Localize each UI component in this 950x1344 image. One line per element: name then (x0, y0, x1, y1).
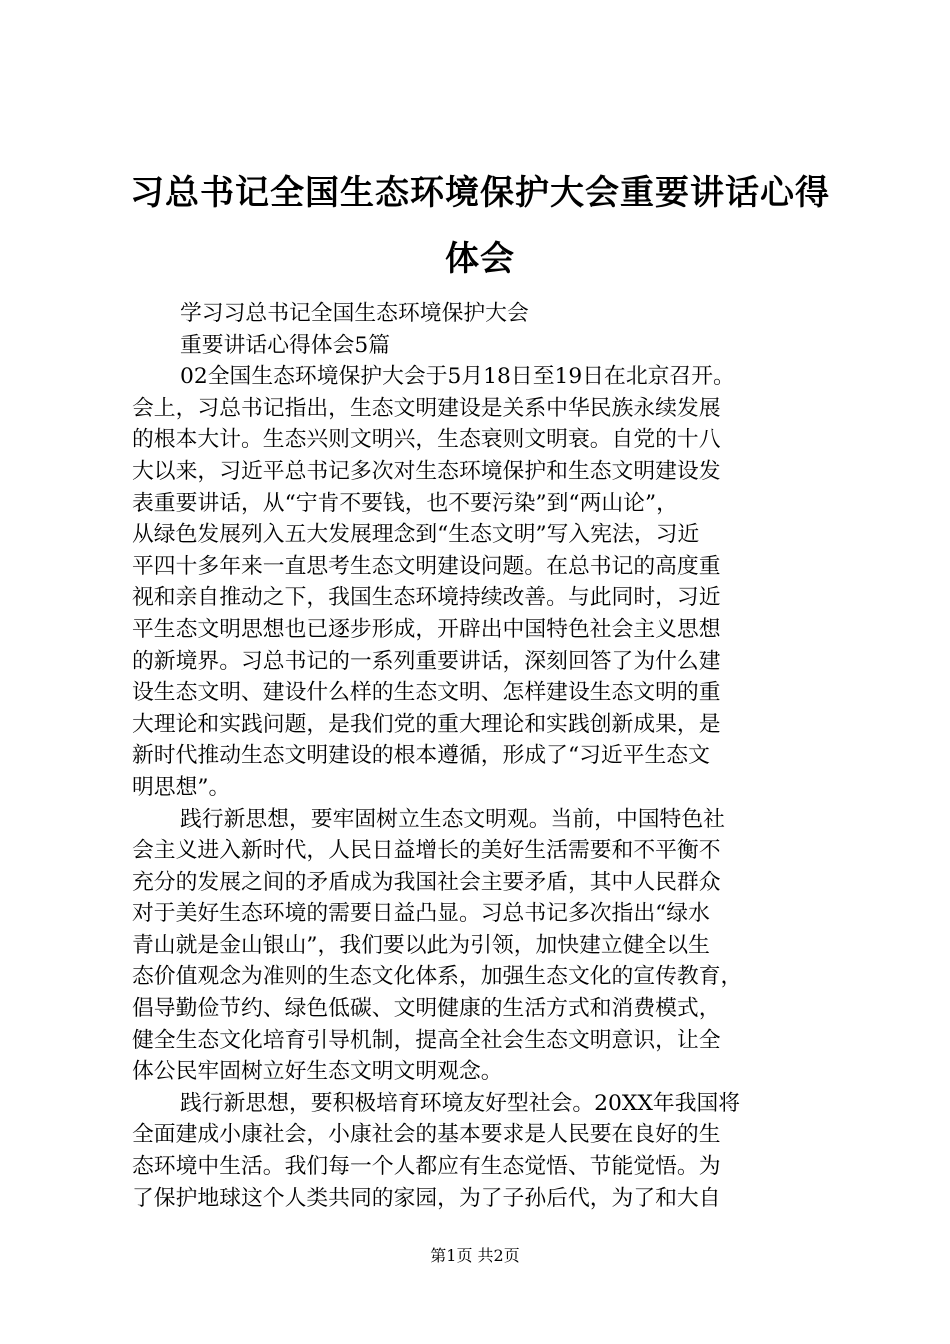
body-line: 重要讲话心得体会5篇 (180, 332, 391, 358)
body-line: 平四十多年来一直思考生态文明建设问题。在总书记的高度重 (132, 553, 721, 579)
document-title (120, 160, 840, 292)
body-line: 充分的发展之间的矛盾成为我国社会主要矛盾，其中人民群众 (132, 869, 721, 895)
body-line: 02全国生态环境保护大会于5月18日至19日在北京召开。 (180, 364, 735, 390)
body-line: 学习习总书记全国生态环境保护大会 (180, 301, 529, 326)
body-line: 大以来，习近平总书记多次对生态环境保护和生态文明建设发 (132, 458, 721, 484)
body-line: 青山就是金山银山”，我们要以此为引领，加快建立健全以生 (132, 932, 710, 958)
body-line: 会主义进入新时代，人民日益增长的美好生活需要和不平衡不 (132, 838, 721, 864)
document-body (132, 298, 838, 1214)
body-line: 会上，习总书记指出，生态文明建设是关系中华民族永续发展 (132, 395, 721, 421)
body-line: 倡导勤俭节约、绿色低碳、文明健康的生活方式和消费模式， (132, 996, 721, 1022)
body-line: 体公民牢固树立好生态文明文明观念。 (132, 1059, 503, 1085)
body-line: 表重要讲话，从“宁肯不要钱，也不要污染”到“两山论”， (132, 490, 678, 516)
body-line: 从绿色发展列入五大发展理念到“生态文明”写入宪法，习近 (132, 522, 700, 548)
body-line: 践行新思想，要牢固树立生态文明观。当前，中国特色社 (180, 806, 725, 832)
body-line: 全面建成小康社会，小康社会的基本要求是人民要在良好的生 (132, 1122, 721, 1148)
title-line-1: 习总书记全国生态环境保护大会重要讲话心得 (130, 173, 830, 213)
page-footer: 第1页 共2页 (430, 1246, 520, 1265)
body-line: 践行新思想，要积极培育环境友好型社会。20XX年我国将 (180, 1090, 741, 1116)
title-line-2: 体会 (445, 239, 515, 279)
body-line: 健全生态文化培育引导机制，提高全社会生态文明意识，让全 (132, 1027, 721, 1053)
body-line: 设生态文明、建设什么样的生态文明、怎样建设生态文明的重 (132, 680, 721, 706)
body-line: 平生态文明思想也已逐步形成，开辟出中国特色社会主义思想 (132, 616, 721, 642)
body-line: 了保护地球这个人类共同的家园，为了子孙后代，为了和大自 (132, 1185, 721, 1211)
body-line: 的新境界。习总书记的一系列重要讲话，深刻回答了为什么建 (132, 648, 721, 674)
body-line: 态环境中生活。我们每一个人都应有生态觉悟、节能觉悟。为 (132, 1154, 721, 1180)
body-line: 新时代推动生态文明建设的根本遵循，形成了“习近平生态文 (132, 743, 710, 769)
body-line: 的根本大计。生态兴则文明兴，生态衰则文明衰。自党的十八 (132, 427, 721, 453)
body-line: 态价值观念为准则的生态文化体系，加强生态文化的宣传教育， (132, 964, 743, 990)
body-line: 明思想”。 (132, 774, 231, 800)
body-line: 大理论和实践问题，是我们党的重大理论和实践创新成果，是 (132, 711, 721, 737)
body-line: 对于美好生态环境的需要日益凸显。习总书记多次指出“绿水 (132, 901, 710, 927)
body-line: 视和亲自推动之下，我国生态环境持续改善。与此同时，习近 (132, 585, 721, 611)
